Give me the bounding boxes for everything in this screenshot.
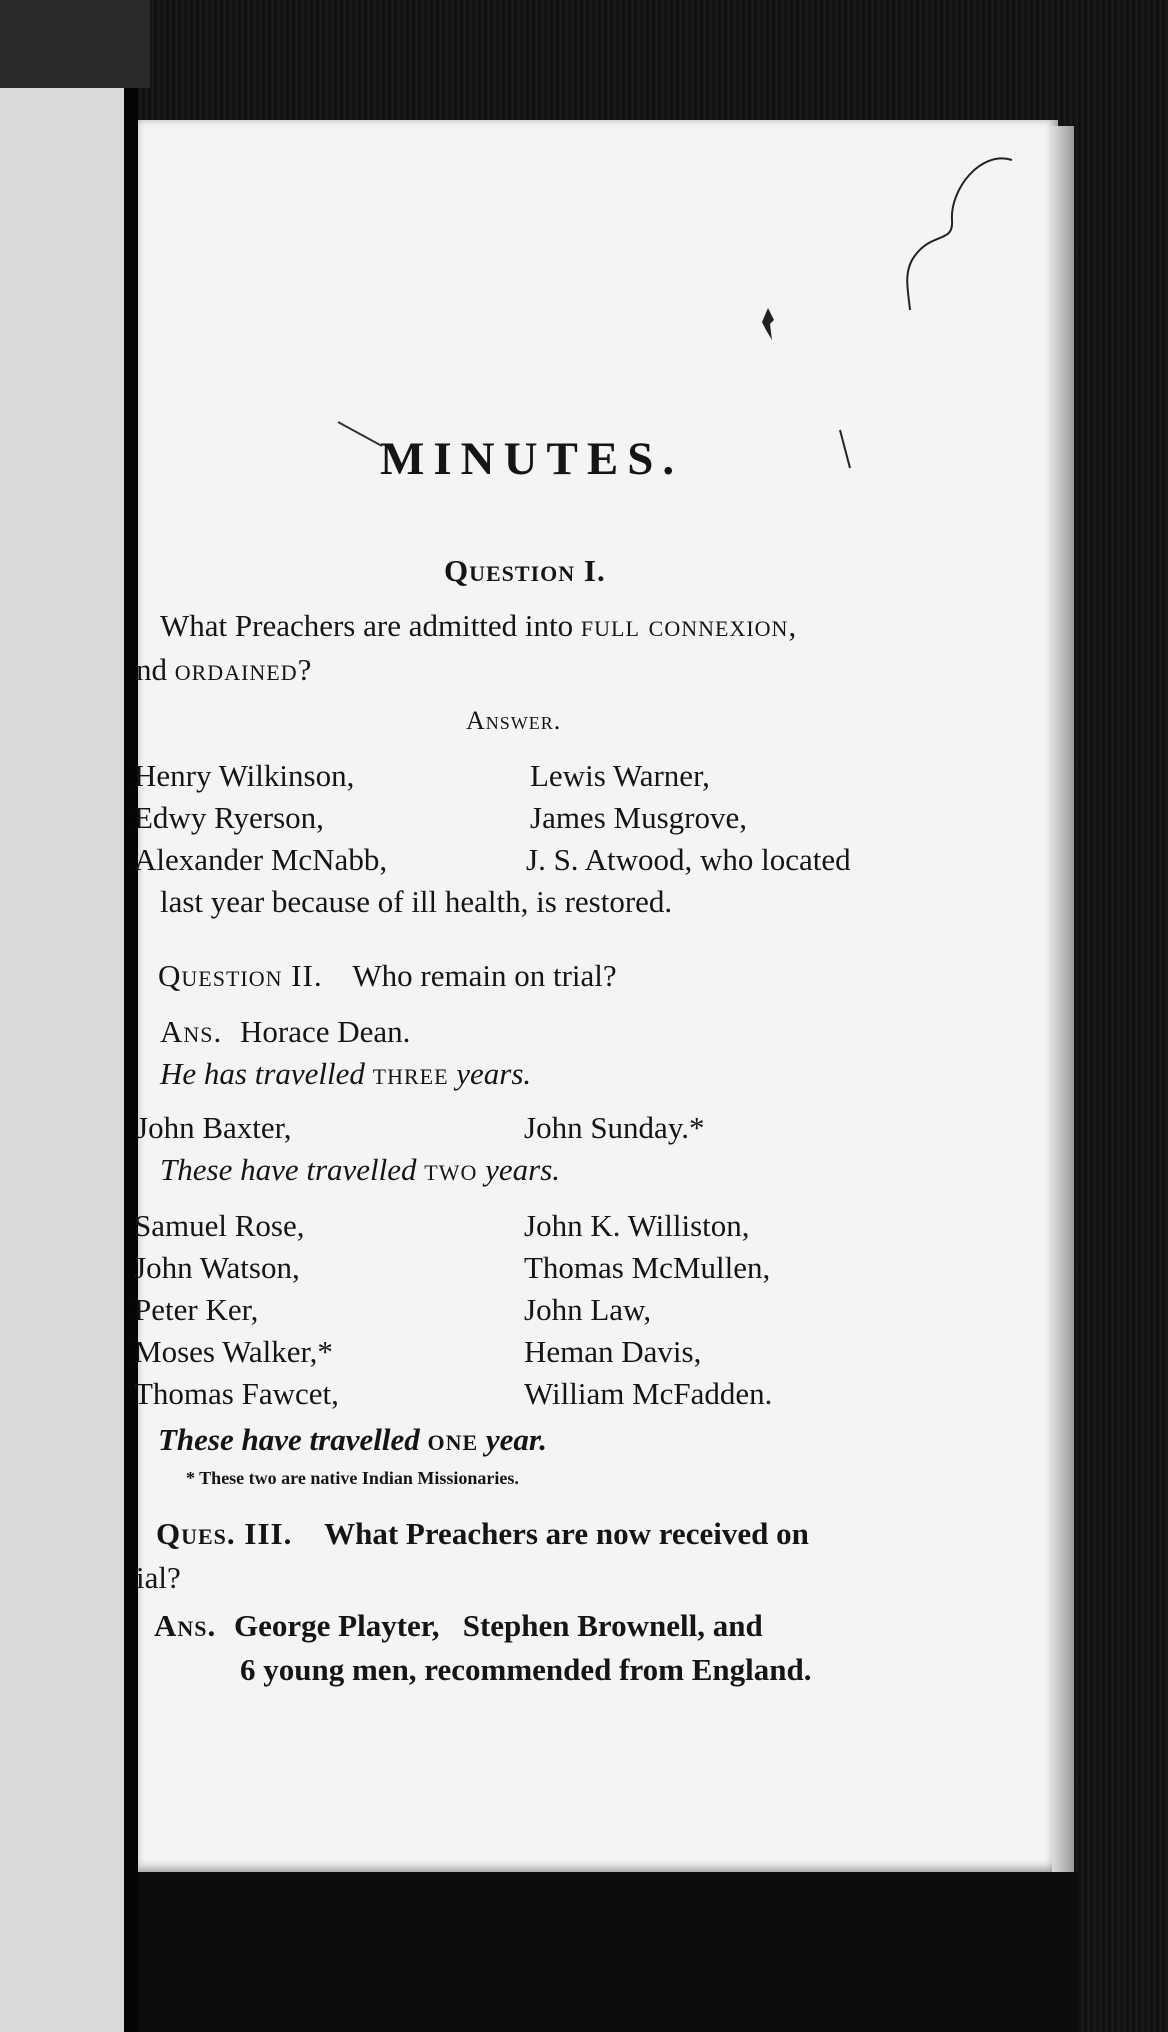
question-2-line (158, 958, 617, 994)
question-1-text-line1: What Preachers are admitted into full connexion, (160, 608, 797, 643)
footnote: * These two are native Indian Missionaries. (186, 1468, 519, 1488)
answer-label: Ans. (154, 1608, 217, 1643)
name-left-2: Edwy Ryerson, (134, 800, 324, 835)
question-2-heading: Question II. (158, 958, 323, 993)
one-year-left-2: John Watson, (134, 1250, 300, 1285)
film-bottom (138, 1872, 1078, 2032)
answer-label: Ans. (160, 1014, 223, 1049)
question-3-label: Ques. III. (156, 1516, 293, 1551)
pencil-mark (900, 150, 1030, 320)
restored-note: last year because of ill health, is restored. (160, 884, 673, 919)
page-title: MINUTES. (380, 433, 684, 485)
question-1-text (160, 608, 796, 644)
question-3-answer (154, 1608, 763, 1644)
page-gutter (124, 88, 138, 2032)
one-year-right-3: John Law, (524, 1292, 652, 1327)
one-year-left-5: Thomas Fawcet, (134, 1376, 339, 1411)
one-year-right-1: John K. Williston, (524, 1208, 750, 1243)
one-year-right-4: Heman Davis, (524, 1334, 702, 1369)
question-3-line (156, 1516, 809, 1552)
one-year-right-5: William McFadden. (524, 1376, 773, 1411)
name-right-2: James Musgrove, (530, 800, 747, 835)
page-edge-shadow (1052, 126, 1074, 1872)
name-left-1: Henry Wilkinson, (134, 758, 355, 793)
one-year-note: These have travelled one year. (158, 1422, 548, 1457)
two-years-note: These have travelled two years. (160, 1152, 561, 1187)
question-3-text: What Preachers are now received on (324, 1516, 809, 1551)
previous-page-edge (0, 88, 128, 2032)
one-year-left-4: Moses Walker,* (134, 1334, 333, 1369)
question-2-text: Who remain on trial? (352, 958, 617, 993)
two-years-left-1: John Baxter, (136, 1110, 292, 1145)
one-year-left-3: Peter Ker, (134, 1292, 259, 1327)
question-3-text-line2: ial? (136, 1560, 181, 1595)
one-year-left-1: Samuel Rose, (134, 1208, 305, 1243)
name-right-1: Lewis Warner, (530, 758, 710, 793)
answer-heading: Answer. (466, 706, 562, 735)
question-1-heading: Question I. (444, 553, 606, 588)
ink-blot (756, 306, 780, 346)
answer-name: Horace Dean. (240, 1014, 411, 1049)
name-right-3: J. S. Atwood, who located (526, 842, 851, 877)
answer-names: George Playter, Stephen Brownell, and (234, 1608, 763, 1643)
stray-stroke (836, 428, 856, 472)
previous-page-corner (0, 0, 150, 88)
three-years-note: He has travelled three years. (160, 1056, 532, 1091)
name-left-3: Alexander McNabb, (134, 842, 388, 877)
question-2-answer (160, 1014, 410, 1050)
question-3-answer-line2: 6 young men, recommended from England. (240, 1652, 812, 1687)
two-years-right-1: John Sunday.* (524, 1110, 705, 1145)
one-year-right-2: Thomas McMullen, (524, 1250, 771, 1285)
stray-stroke (336, 420, 386, 450)
question-1-text-line2: nd ordained? (136, 652, 312, 687)
